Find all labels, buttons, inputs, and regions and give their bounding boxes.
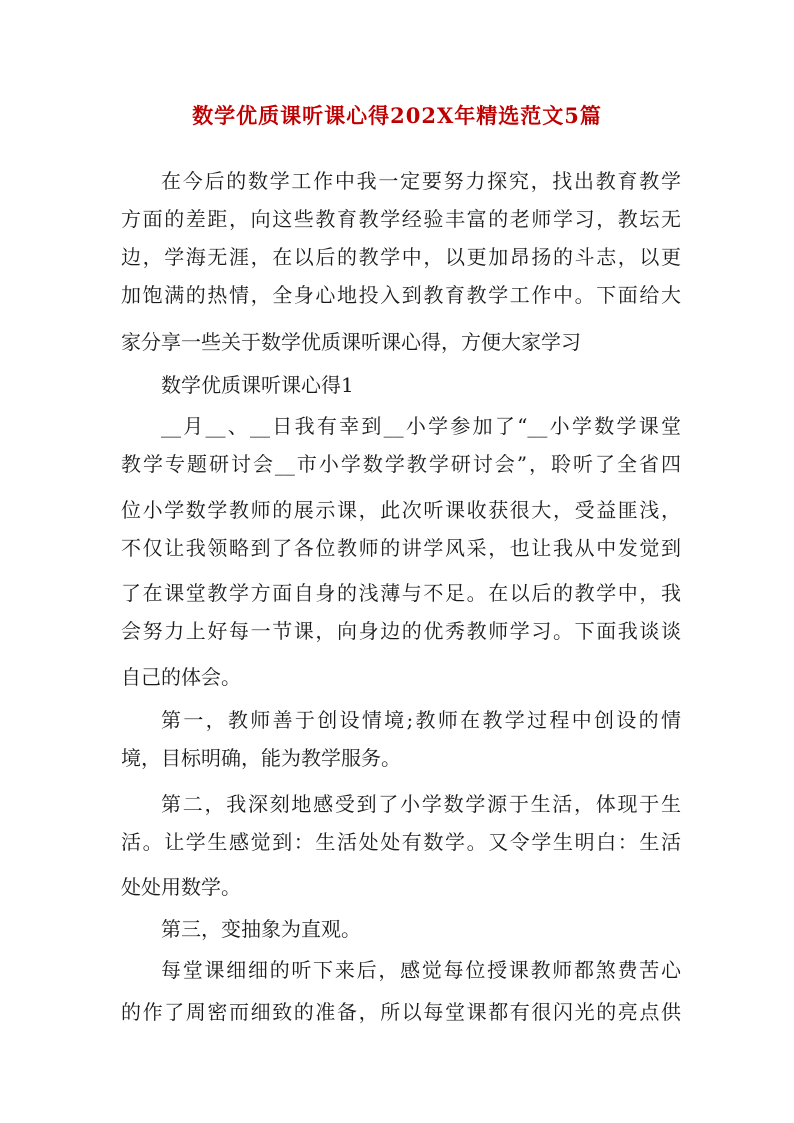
text-line: 教学专题研讨会__市小学数学教学研讨会”，聆听了全省四: [121, 452, 681, 476]
document-title: 数学优质课听课心得202X年精选范文5篇: [192, 103, 602, 128]
text-line: 位小学数学教师的展示课，此次听课收获很大，受益匪浅，: [121, 498, 681, 522]
text-line: 的作了周密而细致的准备，所以每堂课都有很闪光的亮点供: [121, 1000, 681, 1024]
section-heading: 数学优质课听课心得1: [161, 373, 354, 397]
text-line: 会努力上好每一节课，向身边的优秀教师学习。下面我谈谈: [121, 619, 681, 643]
text-line: 不仅让我领略到了各位教师的讲学风采，也让我从中发觉到: [121, 536, 681, 560]
text-line: 第一，教师善于创设情境;教师在教学过程中创设的情: [161, 708, 681, 732]
text-line: __月__、__日我有幸到__小学参加了“__小学数学课堂: [161, 414, 681, 438]
text-line: 第三，变抽象为直观。: [161, 917, 361, 941]
text-line: 在今后的数学工作中我一定要努力探究，找出教育教学: [161, 169, 681, 193]
text-line: 自己的体会。: [121, 665, 241, 689]
text-line: 方面的差距，向这些教育教学经验丰富的老师学习，教坛无: [121, 207, 681, 231]
text-line: 每堂课细细的听下来后，感觉每位授课教师都煞费苦心: [161, 958, 681, 982]
text-line: 活。让学生感觉到：生活处处有数学。又令学生明白：生活: [121, 830, 681, 854]
text-line: 第二，我深刻地感受到了小学数学源于生活，体现于生: [161, 792, 681, 816]
text-line: 处处用数学。: [121, 875, 241, 899]
text-line: 加饱满的热情，全身心地投入到教育教学工作中。下面给大: [121, 283, 681, 307]
text-line: 境，目标明确，能为教学服务。: [121, 746, 401, 770]
text-line: 了在课堂教学方面自身的浅薄与不足。在以后的教学中，我: [121, 581, 681, 605]
text-line: 边，学海无涯，在以后的教学中，以更加昂扬的斗志，以更: [121, 245, 681, 269]
text-line: 家分享一些关于数学优质课听课心得，方便大家学习: [121, 330, 581, 354]
